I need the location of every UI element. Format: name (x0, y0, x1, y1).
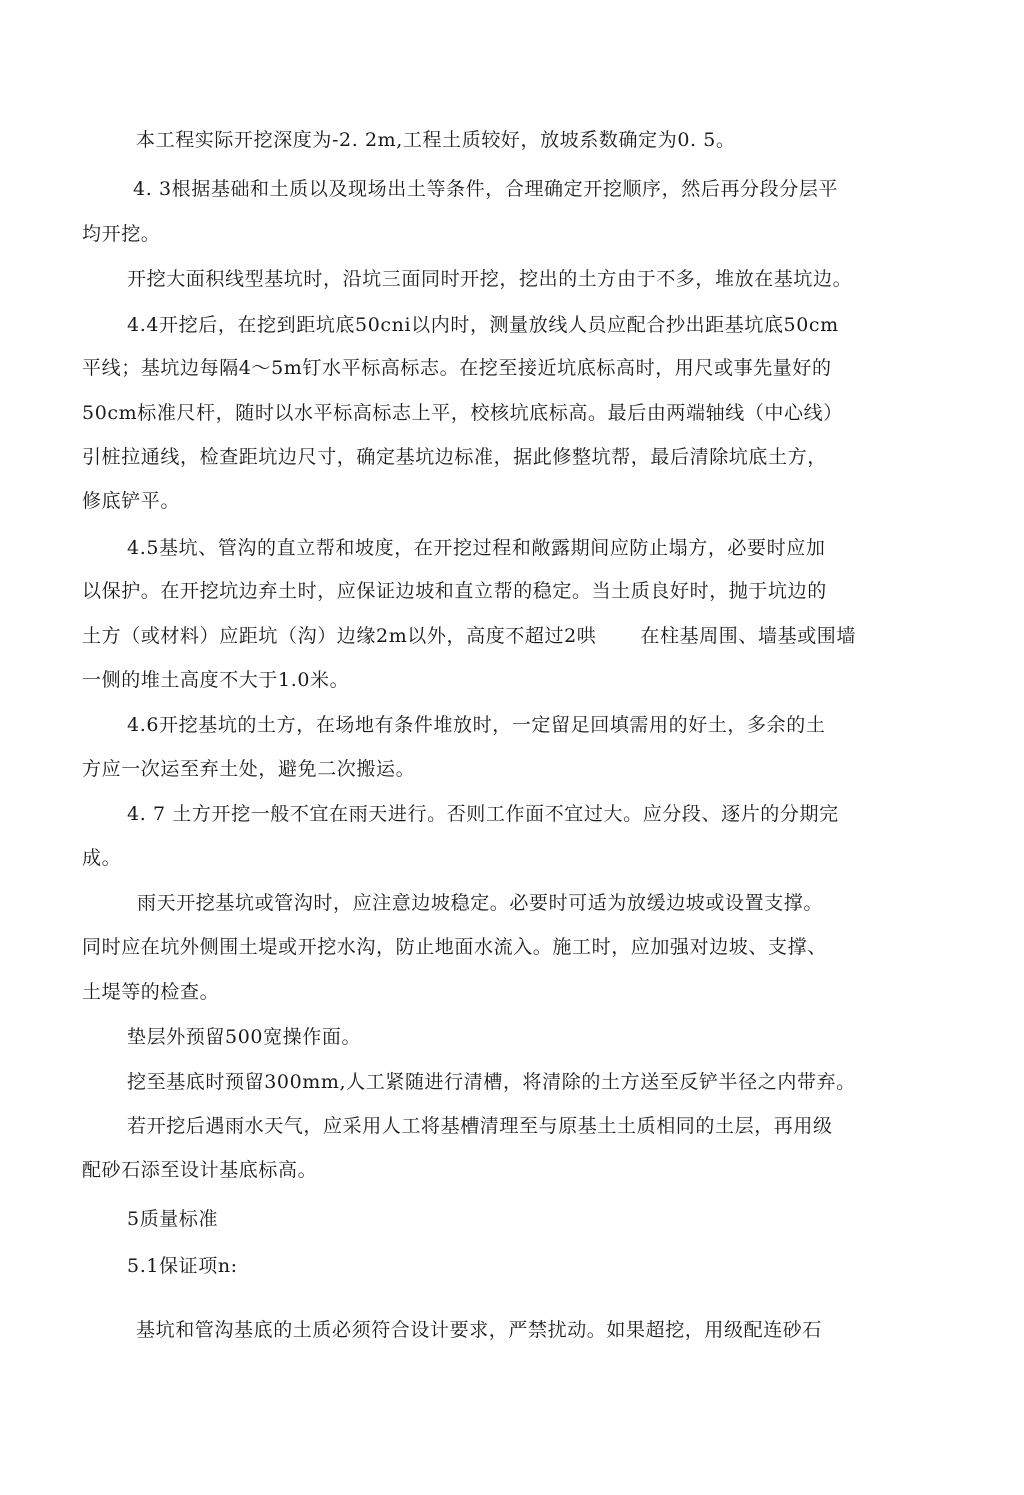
text-line: 雨天开挖基坑或管沟时，应注意边坡稳定。必要时可适为放缓边坡或设置支撑。 (137, 892, 824, 914)
split-line-left: 土方（或材料）应距坑（沟）边缘2m以外，高度不超过2哄 (82, 625, 597, 647)
text-line: 4. 7 土方开挖一般不宜在雨天进行。否则工作面不宜过大。应分段、逐片的分期完 (127, 803, 839, 825)
section-heading: 5质量标准 (127, 1208, 219, 1230)
text-line: 方应一次运至弃土处，避免二次搬运。 (82, 758, 416, 780)
text-line: 引桩拉通线，检查距坑边尺寸，确定基坑边标准，据此修整坑帮，最后清除坑底土方， (82, 446, 827, 468)
text-line: 若开挖后遇雨水天气，应采用人工将基槽清理至与原基土土质相同的土层，再用级 (127, 1115, 833, 1137)
text-line: 开挖大面积线型基坑时，沿坑三面同时开挖，挖出的土方由于不多，堆放在基坑边。 (127, 268, 853, 290)
text-line-split (82, 624, 856, 648)
text-line: 4.6开挖基坑的土方，在场地有条件堆放时，一定留足回填需用的好土，多余的土 (127, 714, 826, 736)
text-line: 基坑和管沟基底的土质必须符合设计要求，严禁扰动。如果超挖，用级配连砂石 (136, 1319, 823, 1341)
text-line: 修底铲平。 (82, 490, 181, 512)
text-line: 4. 3根据基础和土质以及现场出土等条件，合理确定开挖顺序，然后再分段分层平 (133, 178, 839, 200)
subsection-heading: 5.1保证项n: (127, 1255, 238, 1277)
text-line: 平线；基坑边每隔4～5m钉水平标高标志。在挖至接近坑底标高时，用尺或事先量好的 (82, 357, 832, 379)
text-line: 以保护。在开挖坑边弃土时，应保证边坡和直立帮的稳定。当土质良好时，抛于坑边的 (82, 580, 827, 602)
text-line: 同时应在坑外侧围土堤或开挖水沟，防止地面水流入。施工时，应加强对边坡、支撑、 (82, 936, 827, 958)
split-line-right: 在柱基周围、墙基或围墙 (640, 625, 857, 647)
text-line: 土堤等的检查。 (82, 981, 220, 1003)
text-line: 垫层外预留500宽操作面。 (127, 1026, 362, 1048)
text-line: 均开挖。 (82, 223, 161, 245)
text-line: 本工程实际开挖深度为-2. 2m,工程土质较好，放坡系数确定为0. 5。 (136, 129, 736, 151)
text-line: 50cm标准尺杆，随时以水平标高标志上平，校核坑底标高。最后由两端轴线（中心线） (82, 402, 843, 424)
text-line: 配砂石添至设计基底标高。 (82, 1159, 318, 1181)
text-line: 4.4开挖后，在挖到距坑底50cni以内时，测量放线人员应配合抄出距基坑底50cm (127, 314, 839, 336)
text-line: 4.5基坑、管沟的直立帮和坡度，在开挖过程和敞露期间应防止塌方，必要时应加 (127, 537, 826, 559)
text-line: 一侧的堆土高度不大于1.0米。 (82, 669, 350, 691)
text-line: 挖至基底时预留300mm,人工紧随进行清槽，将清除的土方送至反铲半径之内带弃。 (127, 1071, 856, 1093)
text-line: 成。 (82, 847, 122, 869)
